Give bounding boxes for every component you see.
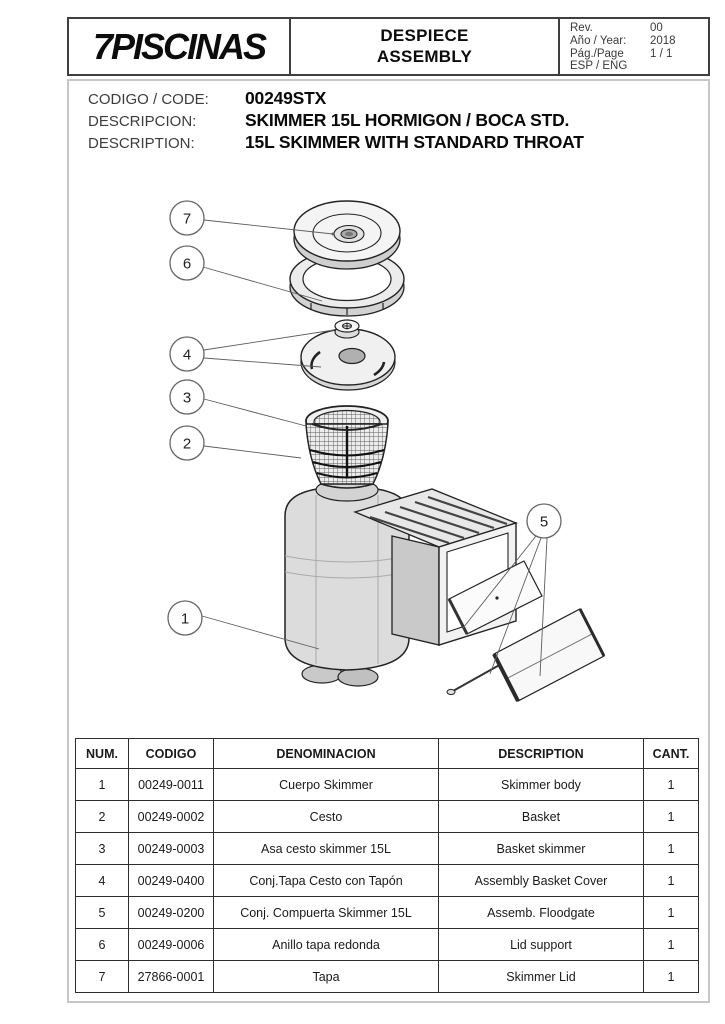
col-header-code: CODIGO (129, 739, 214, 769)
callout-3 (170, 380, 204, 414)
cell-num: 7 (76, 961, 129, 993)
cell-code: 00249-0006 (129, 929, 214, 961)
callout-2 (170, 426, 204, 460)
lang-row (570, 60, 704, 73)
desc-en-value: 15L SKIMMER WITH STANDARD THROAT (245, 132, 584, 152)
page-label: Pág./Page (570, 47, 624, 60)
cell-code: 00249-0002 (129, 801, 214, 833)
product-desc-es-row (88, 110, 569, 131)
cell-qty: 1 (644, 961, 699, 993)
col-header-description: DESCRIPTION (439, 739, 644, 769)
table-row (76, 801, 699, 833)
callout-4 (170, 337, 204, 371)
cell-num: 1 (76, 769, 129, 801)
doc-title-es: DESPIECE (380, 26, 469, 46)
cell-qty: 1 (644, 929, 699, 961)
callout-1 (168, 601, 202, 635)
cell-num: 6 (76, 929, 129, 961)
part-4-basket-cover-drawing (301, 320, 395, 390)
year-row (570, 35, 704, 48)
cell-qty: 1 (644, 865, 699, 897)
cell-description: Basket skimmer (439, 833, 644, 865)
svg-text:2: 2 (182, 435, 192, 453)
callout-6 (170, 246, 204, 280)
cell-description: Skimmer Lid (439, 961, 644, 993)
cell-description: Skimmer body (439, 769, 644, 801)
part-7-skimmer-lid-drawing (294, 201, 400, 269)
rev-label: Rev. (570, 22, 593, 34)
desc-en-label: DESCRIPTION: (88, 135, 195, 152)
page-row (570, 48, 704, 61)
svg-text:1: 1 (180, 610, 190, 628)
cell-description: Basket (439, 801, 644, 833)
cell-code: 00249-0003 (129, 833, 214, 865)
desc-es-value: SKIMMER 15L HORMIGON / BOCA STD. (245, 110, 570, 130)
cell-qty: 1 (644, 897, 699, 929)
code-value: 00249STX (245, 88, 327, 108)
cell-code: 27866-0001 (129, 961, 214, 993)
title-block (67, 17, 710, 76)
svg-text:5: 5 (539, 513, 549, 531)
cell-qty: 1 (644, 833, 699, 865)
parts-table (75, 738, 699, 993)
cell-denominacion: Conj. Compuerta Skimmer 15L (214, 897, 439, 929)
cell-denominacion: Cuerpo Skimmer (214, 769, 439, 801)
callout-5 (527, 504, 561, 538)
svg-text:7: 7 (182, 210, 192, 228)
table-row (76, 769, 699, 801)
table-row (76, 865, 699, 897)
table-row (76, 929, 699, 961)
cell-denominacion: Anillo tapa redonda (214, 929, 439, 961)
table-row (76, 897, 699, 929)
cell-num: 2 (76, 801, 129, 833)
rev-row (570, 22, 704, 35)
document-title-cell (291, 19, 560, 74)
cell-num: 5 (76, 897, 129, 929)
product-code-row (88, 88, 326, 109)
table-row (76, 833, 699, 865)
cell-code: 00249-0200 (129, 897, 214, 929)
cell-qty: 1 (644, 769, 699, 801)
code-label: CODIGO / CODE: (88, 91, 209, 108)
table-row (76, 961, 699, 993)
cell-code: 00249-0400 (129, 865, 214, 897)
product-desc-en-row (88, 132, 584, 153)
exploded-assembly-diagram (70, 160, 650, 735)
svg-text:3: 3 (182, 389, 192, 407)
revision-cell (560, 19, 708, 74)
cell-description: Assemb. Floodgate (439, 897, 644, 929)
logo-cell (69, 19, 291, 74)
desc-es-label: DESCRIPCION: (88, 113, 197, 130)
year-value: 2018 (650, 34, 676, 47)
doc-title-en: ASSEMBLY (376, 46, 473, 66)
cell-code: 00249-0011 (129, 769, 214, 801)
col-header-num: NUM. (76, 739, 129, 769)
company-logo: 7PISCINAS (92, 25, 266, 67)
svg-text:6: 6 (182, 255, 192, 273)
rev-value: 00 (650, 22, 663, 34)
col-header-denominacion: DENOMINACION (214, 739, 439, 769)
cell-denominacion: Conj.Tapa Cesto con Tapón (214, 865, 439, 897)
cell-qty: 1 (644, 801, 699, 833)
svg-text:4: 4 (182, 346, 192, 364)
col-header-qty: CANT. (644, 739, 699, 769)
cell-num: 4 (76, 865, 129, 897)
parts-table-header-row (76, 739, 699, 769)
cell-denominacion: Tapa (214, 961, 439, 993)
callout-7 (170, 201, 204, 235)
page-value: 1 / 1 (650, 47, 673, 60)
lang-label: ESP / ENG (570, 60, 628, 73)
part-2-3-basket-drawing (306, 406, 388, 488)
cell-num: 3 (76, 833, 129, 865)
cell-description: Lid support (439, 929, 644, 961)
cell-denominacion: Cesto (214, 801, 439, 833)
year-label: Año / Year: (570, 34, 627, 47)
cell-denominacion: Asa cesto skimmer 15L (214, 833, 439, 865)
cell-description: Assembly Basket Cover (439, 865, 644, 897)
